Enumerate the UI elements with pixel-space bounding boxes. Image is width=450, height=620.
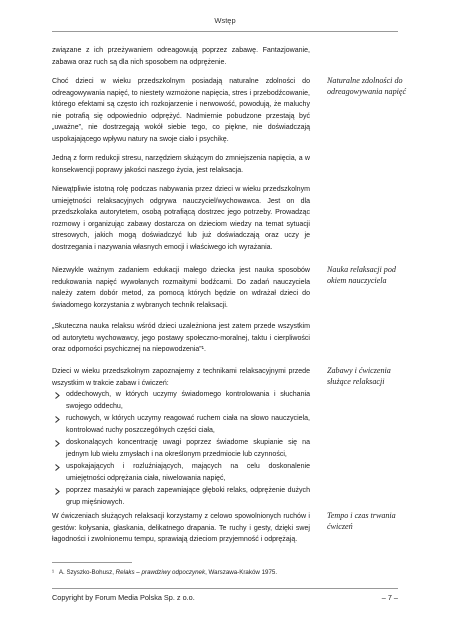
list-item bbox=[66, 461, 310, 484]
footer-copyright: Copyright by Forum Media Polska Sp. z o.o. bbox=[52, 593, 195, 602]
margin-note: Naturalne zdolności do odreagowywania napięć bbox=[327, 76, 407, 96]
footnote-author: A. Szyszko-Bohusz, bbox=[58, 569, 114, 576]
chevron-right-icon bbox=[54, 488, 61, 495]
paragraph-intro-end bbox=[52, 45, 310, 68]
chevron-right-icon bbox=[54, 464, 61, 471]
margin-note: Zabawy i ćwiczenia służące relaksacji bbox=[327, 366, 391, 386]
paragraph-text: W ćwiczeniach służących relaksacji korzystamy z celowo spowolnionych ruchów i gestów: kołysania, głaskania, delikatnego drapania. Te ruchy i gesty, dzięki swej łagodności i zwolnionemu tempu, sprawiają dzieciom przyjemność i odprężają. bbox=[52, 513, 310, 544]
paragraph-text: związane z ich przeżywaniem odreagowują poprzez zabawę. Fantazjowanie, zabawa oraz ruch są dla nich sposobem na odprężenie. bbox=[52, 47, 310, 66]
list-item bbox=[66, 437, 310, 460]
list-item bbox=[66, 485, 310, 508]
paragraph-education-task bbox=[52, 265, 310, 311]
list-item-text: uspokajających i rozluźniających, mających na celu doskonalenie umiejętności odprężania ciała, niwelowania napięć, bbox=[66, 463, 310, 482]
footer-rule bbox=[52, 588, 398, 589]
chevron-right-icon bbox=[54, 416, 61, 423]
paragraph-text: Niezwykle ważnym zadaniem edukacji małego dziecka jest nauka sposobów redukowania napięć wywołanych rozmaitymi bodźcami. Do zadań nauczyciela należy zatem dobór metod, za pomocą których będzie on wdrażał dzieci do świadomego korzystania z wybranych technik relaksacji. bbox=[52, 267, 310, 309]
paragraph-teacher-role bbox=[52, 184, 310, 254]
quote-text: „Skuteczna nauka relaksu wśród dzieci uzależniona jest zatem przede wszystkim od autorytetu wychowawcy, jego postawy społeczno-moralnej, taktu i cierpliwości oraz odporności psychicznej na niepowodzenia”¹. bbox=[52, 323, 310, 354]
list-item-text: doskonalących koncentrację uwagi poprzez świadome skupianie się na jednym lub wielu zmysłach i na określonym przedmiocie lub czynności, bbox=[66, 439, 310, 458]
paragraph-tempo bbox=[52, 511, 310, 546]
margin-note: Nauka relaksacji pod okiem nauczyciela bbox=[327, 265, 396, 285]
footnote-rule bbox=[52, 562, 132, 563]
page-number: – 7 – bbox=[381, 593, 398, 602]
paragraph-text: Choć dzieci w wieku przedszkolnym posiadają naturalne zdolności do odreagowywania napięć, to niestety wzmożone napięcia, stres i przebodźcowanie, którego efektami są często ich rozkojarzenie i nerwowość, powodują, że maluchy nie potrafią się odpowiednio odprężyć. Nadmiernie pobudzone przestają być „uważne”, nie dostrzegają wokół siebie tego, co piękne, nie doświadczają uspokajającego wpływu natury na swoje ciało i psychikę. bbox=[52, 78, 310, 143]
footnote-rest: , Warszawa-Kraków 1975. bbox=[205, 569, 278, 576]
list-item-text: poprzez masażyki w parach zapewniające głęboki relaks, odprężenie dużych grup mięśniowych. bbox=[66, 487, 310, 506]
chevron-right-icon bbox=[54, 392, 61, 399]
footnote-title: Relaks – prawdziwy odpoczynek bbox=[115, 569, 206, 576]
paragraph-text: Dzieci w wieku przedszkolnym zapoznajemy z technikami relaksacyjnymi przede wszystkim w trakcie zabaw i ćwiczeń: bbox=[52, 368, 310, 387]
paragraph-relaxation-definition bbox=[52, 153, 310, 176]
list-item-text: ruchowych, w których uczymy reagować ruchem ciała na słowo nauczyciela, kontrolować ruchy poszczególnych części ciała, bbox=[66, 415, 310, 434]
paragraph-natural-abilities bbox=[52, 76, 310, 146]
paragraph-exercises-intro bbox=[52, 366, 310, 389]
paragraph-text: Jedną z form redukcji stresu, narzędziem służącym do zmniejszenia napięcia, a w konsekwencji poprawy jakości naszego życia, jest relaksacja. bbox=[52, 155, 310, 174]
list-item bbox=[66, 389, 310, 412]
quote-paragraph bbox=[52, 321, 310, 356]
footnote-number: ¹ bbox=[52, 569, 55, 576]
margin-note: Tempo i czas trwania ćwiczeń bbox=[327, 511, 396, 531]
running-header: Wstęp bbox=[214, 16, 236, 25]
list-item-text: oddechowych, w których uczymy świadomego kontrolowania i słuchania swojego oddechu, bbox=[66, 391, 310, 410]
paragraph-text: Niewątpliwie istotną rolę podczas nabywania przez dzieci w wieku przedszkolnym umiejętności relaksacyjnych odgrywa nauczyciel/wychowawca. Jest on dla przedszkolaka autorytetem, osobą potrafiącą dostrzec jego potrzeby. Prowadząc rozmowy i organizując zabawy dostarcza on dzieciom wiedzy na temat sytuacji stresowych, jakich mogą doświadczyć lub już doświadczają oraz uczy je dostrzegania i nazywania własnych emocji i właściwego ich wyrażania. bbox=[52, 186, 310, 251]
header-rule bbox=[52, 31, 398, 32]
chevron-right-icon bbox=[54, 440, 61, 447]
list-item bbox=[66, 413, 310, 436]
footnote bbox=[52, 569, 382, 577]
